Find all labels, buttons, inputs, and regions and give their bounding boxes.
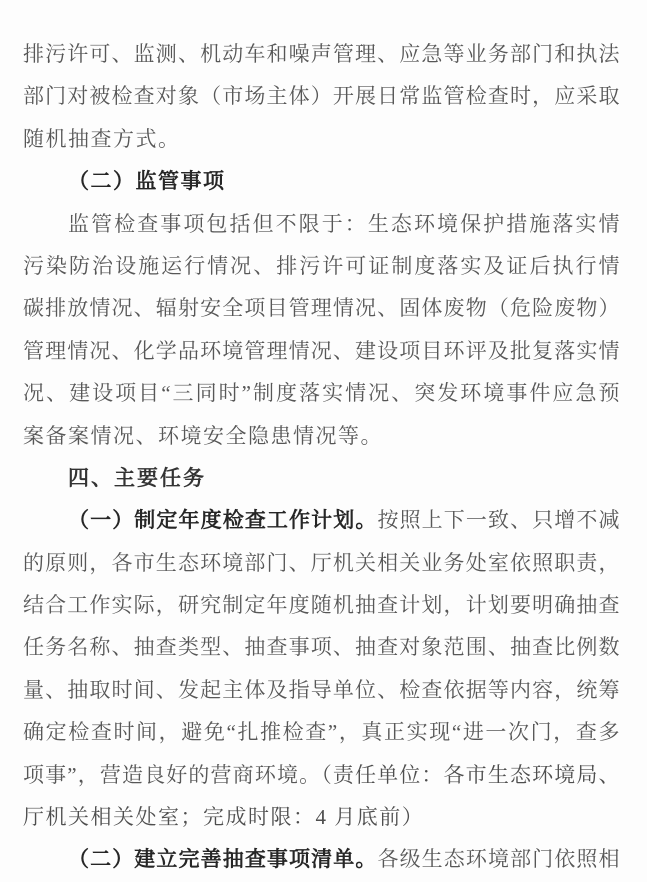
responsibility-note: 厅机关相关处室；完成时限：4 月底前） [23, 805, 425, 830]
document-body [23, 33, 620, 881]
text-line [23, 415, 620, 457]
responsibility-note: （责任单位：各市生态环境局、 [321, 762, 620, 787]
text-line [23, 118, 620, 160]
text-line [23, 669, 620, 711]
text-segment: 确定检查时间，避免“扎推检查”，真正实现“进一次门，查多 [23, 720, 620, 745]
subheading-checklist: （二）建立完善抽查事项清单。 [68, 847, 378, 872]
text-segment: 污染防治设施运行情况、排污许可证制度落实及证后执行情 [23, 253, 620, 278]
text-segment: 排污许可、监测、机动车和噪声管理、应急等业务部门和执法 [23, 42, 620, 66]
text-segment: 况、建设项目“三同时”制度落实情况、突发环境事件应急预 [23, 381, 620, 406]
text-line [23, 33, 620, 75]
text-segment: 碳排放情况、辐射安全项目管理情况、固体废物（危险废物） [23, 296, 620, 321]
heading-supervision-items [23, 160, 620, 202]
heading-text: 四、主要任务 [68, 466, 206, 490]
text-line [23, 499, 620, 541]
text-segment: 结合工作实际，研究制定年度随机抽查计划，计划要明确抽查 [23, 593, 620, 618]
text-line [23, 838, 620, 880]
text-segment: 管理情况、化学品环境管理情况、建设项目环评及批复落实情 [23, 338, 620, 363]
text-line [23, 796, 620, 838]
text-segment: 按照上下一致、只增不减 [377, 508, 620, 533]
text-segment: 任务名称、抽查类型、抽查事项、抽查对象范围、抽查比例数 [23, 635, 620, 660]
text-line [23, 542, 620, 584]
text-line [23, 584, 620, 626]
text-line [23, 754, 620, 796]
text-line [23, 711, 620, 753]
subheading-annual-plan: （一）制定年度检查工作计划。 [68, 508, 378, 533]
text-segment: 部门对被检查对象（市场主体）开展日常监管检查时，应采取 [23, 84, 620, 109]
heading-main-tasks [23, 457, 620, 499]
text-line [23, 372, 620, 414]
text-segment: 案备案情况、环境安全隐患情况等。 [23, 423, 383, 448]
text-segment: 随机抽查方式。 [23, 126, 181, 151]
text-segment: 量、抽取时间、发起主体及指导单位、检查依据等内容，统筹 [23, 677, 620, 702]
text-line [23, 245, 620, 287]
text-segment: 监管检查事项包括但不限于：生态环境保护措施落实情 [68, 211, 620, 236]
text-segment: 项事”，营造良好的营商环境。 [23, 762, 322, 787]
text-segment: 的原则，各市生态环境部门、厅机关相关业务处室依照职责， [23, 550, 620, 575]
heading-text: （二）监管事项 [68, 169, 226, 194]
text-line [23, 626, 620, 668]
text-line [23, 287, 620, 329]
text-line [23, 203, 620, 245]
text-line [23, 75, 620, 117]
text-segment: 各级生态环境部门依照相 [377, 847, 620, 872]
text-line [23, 330, 620, 372]
